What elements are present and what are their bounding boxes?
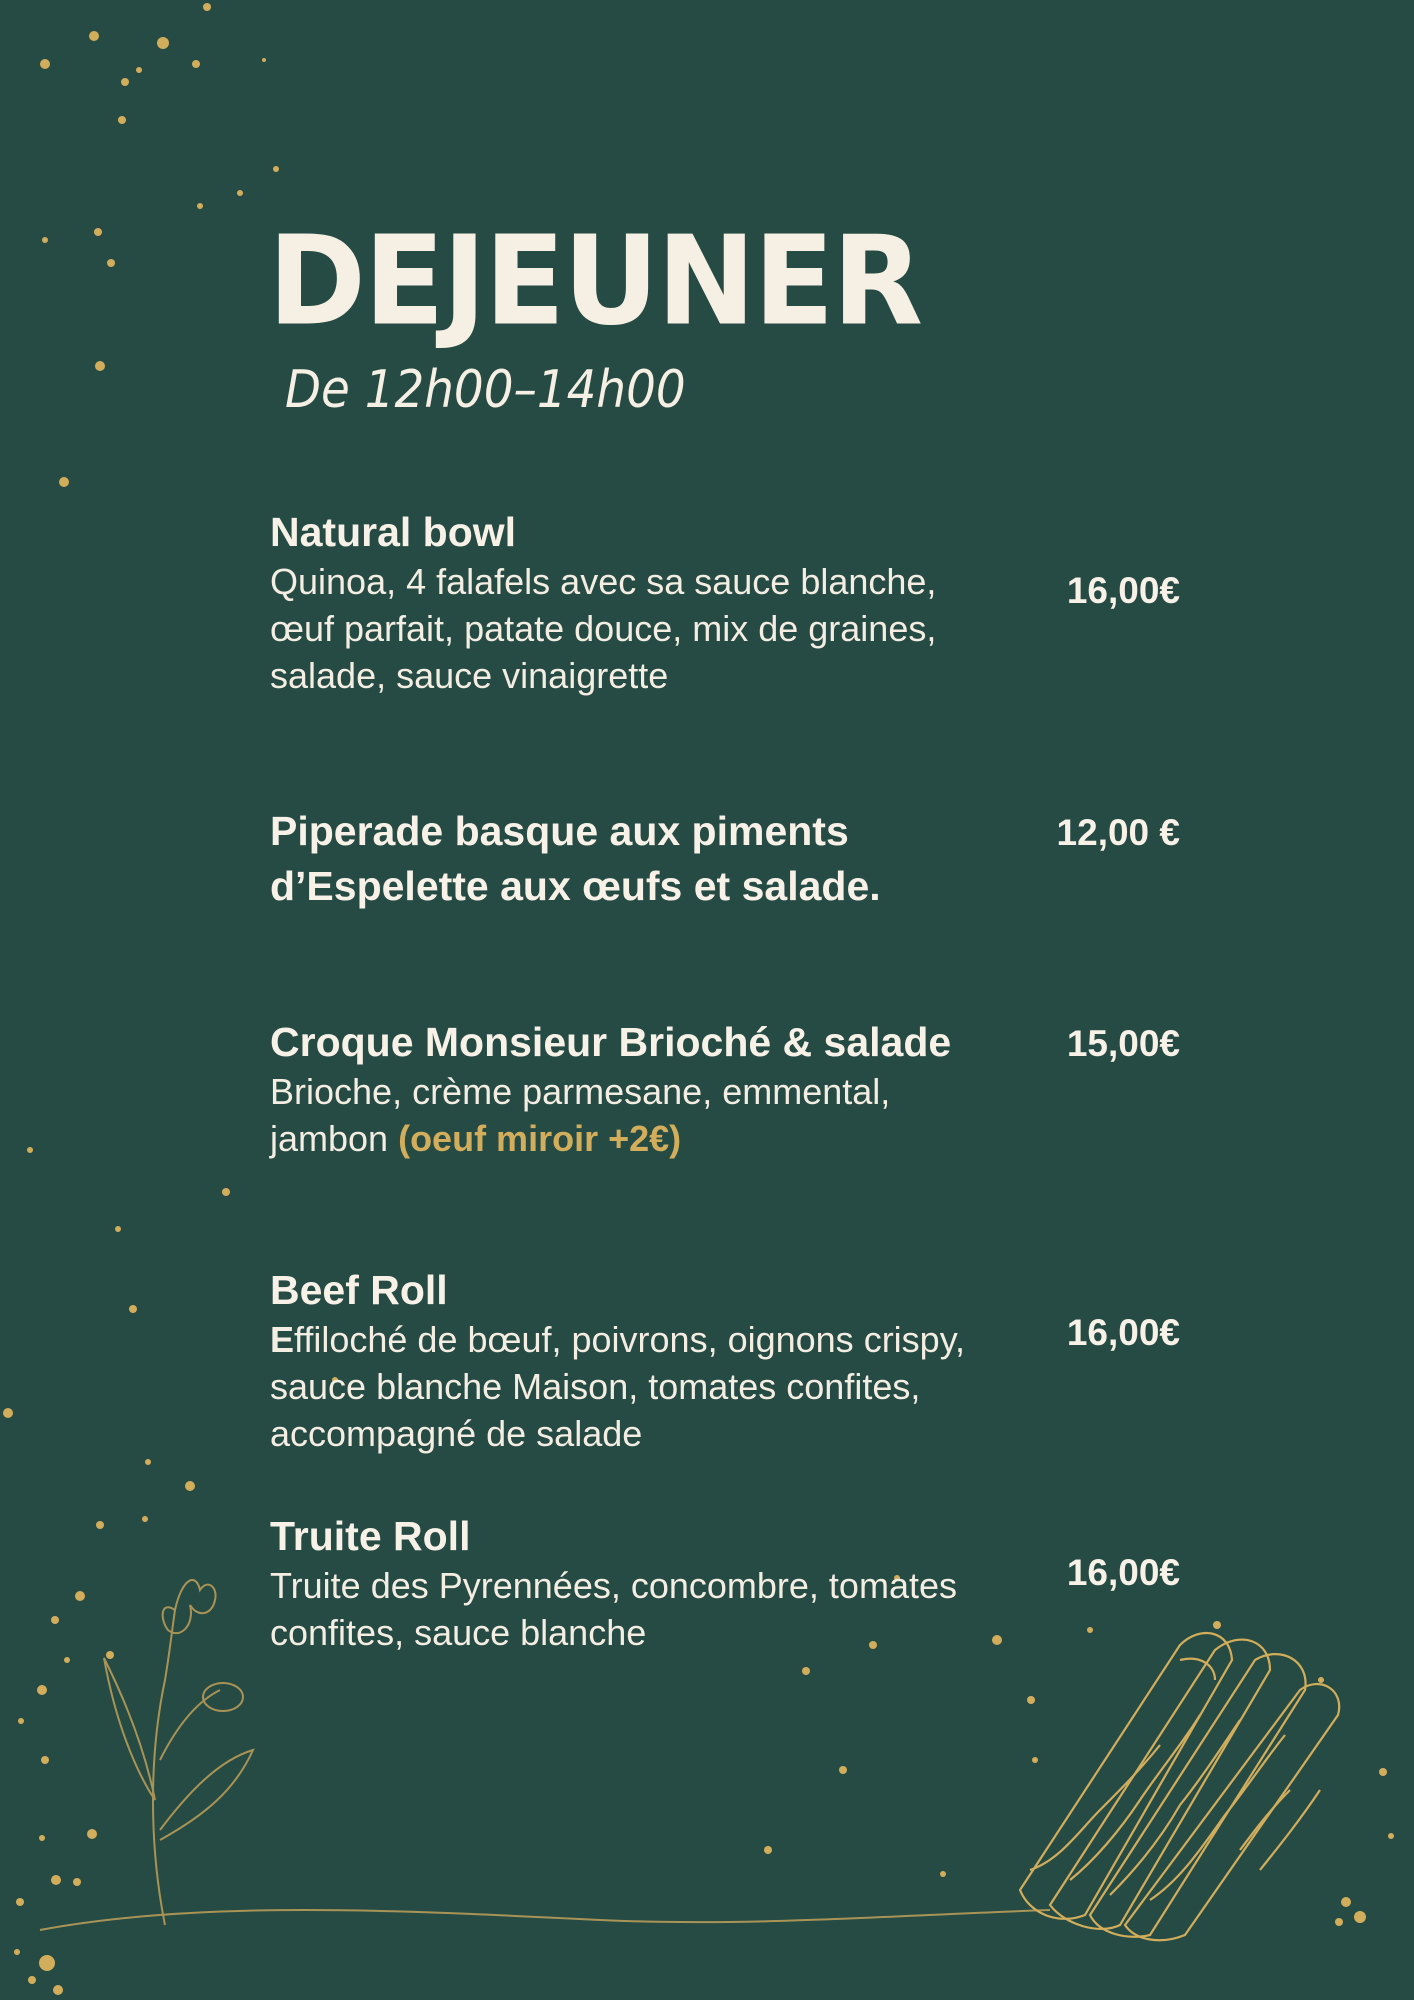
item-description: Truite des Pyrennées, concombre, tomates confites, sauce blanche	[270, 1565, 957, 1653]
menu-item	[270, 1016, 1030, 1162]
item-description: Quinoa, 4 falafels avec sa sauce blanche, œuf parfait, patate douce, mix de graines, salade, sauce vinaigrette	[270, 561, 937, 696]
item-price: 12,00 €	[1056, 812, 1180, 853]
item-name: Croque Monsieur Brioché & salade	[270, 1019, 952, 1065]
item-name: Natural bowl	[270, 509, 517, 555]
item-name: Beef Roll	[270, 1267, 448, 1313]
item-description: Effiloché de bœuf, poivrons, oignons crispy, sauce blanche Maison, tomates confites, accompagné de salade	[270, 1319, 966, 1454]
item-price: 16,00€	[1066, 1312, 1180, 1353]
item-price: 16,00€	[1066, 570, 1180, 611]
menu-item	[270, 506, 1030, 699]
menu-item	[270, 804, 1070, 914]
item-price: 16,00€	[1066, 1552, 1180, 1593]
menu-item	[270, 1510, 1030, 1656]
item-description: Brioche, crème parmesane, emmental, jambon (oeuf miroir +2€)	[270, 1071, 891, 1159]
opening-hours: De 12h00–14h00	[285, 360, 686, 420]
item-name: Piperade basque aux piments d’Espelette aux œufs et salade.	[270, 808, 881, 909]
page-title: DEJEUNER	[268, 209, 922, 353]
item-name: Truite Roll	[270, 1513, 471, 1559]
item-price: 15,00€	[1066, 1023, 1180, 1064]
extra-option: (oeuf miroir +2€)	[398, 1118, 682, 1159]
menu-item	[270, 1264, 1030, 1457]
